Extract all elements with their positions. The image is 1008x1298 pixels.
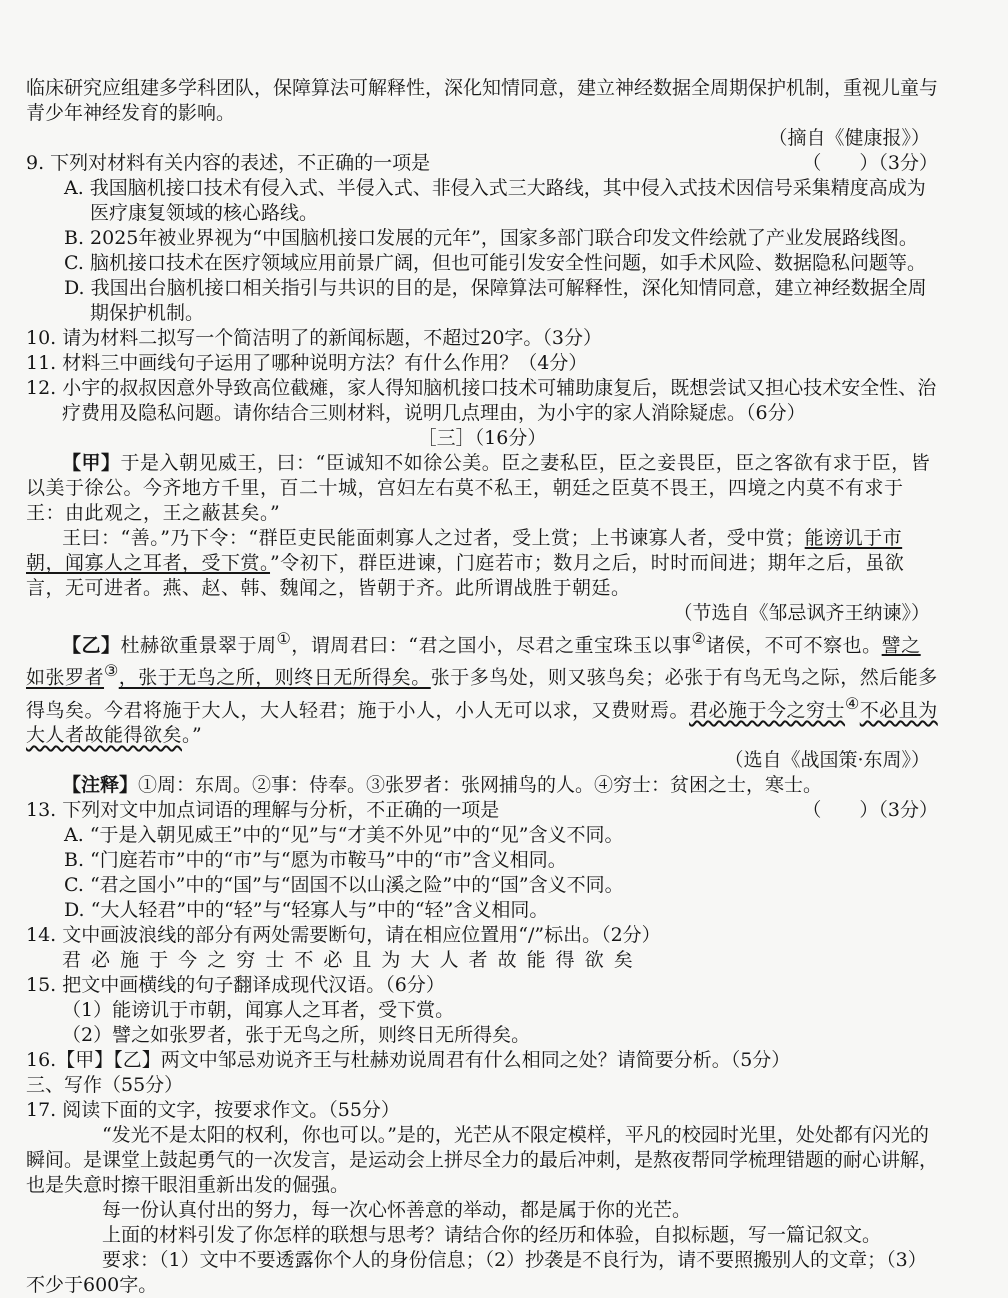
- q15-item-2: （2）譬之如张罗者，张于无鸟之所，则终日无所得矣。: [62, 1023, 531, 1046]
- notes-text: ①周：东周。②事：侍奉。③张罗者：张网捕鸟的人。④穷士：贫困之士，寒士。: [138, 773, 823, 796]
- q17-material-2: 每一份认真付出的努力，每一次心怀善意的举动，都是属于你的光芒。: [102, 1198, 692, 1221]
- q15-item-1: （1）能谤讥于市朝，闻寡人之耳者，受下赏。: [62, 998, 455, 1021]
- q13-answer-blank: （ ）（3分）: [802, 798, 938, 821]
- q10: 10. 请为材料二拟写一个简洁明了的新闻标题，不超过20字。（3分）: [26, 327, 603, 349]
- yi-text-a: 杜赫欲重景翠于周: [120, 634, 277, 657]
- notes-tag: 【注释】: [62, 773, 139, 796]
- q9-option-c: C. 脑机接口技术在医疗领域应用前景广阔，但也可能引发安全性问题，如手术风险、数据隐私问题等。: [64, 252, 926, 274]
- q13-option-a: A. “于是入朝见威王”中的“见”与“才美不外见”中的“见”含义不同。: [64, 823, 624, 846]
- q12: 12. 小宇的叔叔因意外导致高位截瘫，家人得知脑机接口技术可辅助康复后，既想尝试又担心技术安全性、治疗费用及隐私问题。请你结合三则材料，说明几点理由，为小宇的家人消除疑虑。（6分）: [26, 377, 937, 424]
- q9-option-a: A. 我国脑机接口技术有侵入式、半侵入式、非侵入式三大路线，其中侵入式技术因信号采集精度高成为医疗康复领域的核心路线。: [64, 177, 926, 224]
- q14-sentence: 君 必 施 于 今 之 穷 士 不 必 且 为 大 人 者 故 能 得 欲 矣: [62, 948, 635, 971]
- q14-stem: 14. 文中画波浪线的部分有两处需要断句，请在相应位置用“/”标出。（2分）: [26, 923, 661, 946]
- q13-option-b: B. “门庭若市”中的“市”与“愿为市鞍马”中的“市”含义相同。: [64, 848, 567, 871]
- intro-paragraph: 临床研究应组建多学科团队，保障算法可解释性，深化知情同意，建立神经数据全周期保护机制，重视儿童与青少年神经发育的影响。: [26, 77, 939, 124]
- section3-title: ［三］（16分）: [417, 427, 547, 449]
- jia-text-2b: ”令初下，群臣进谏，门庭若市；数月之后，时时而间进；期年之后，虽欲言，无可进者。燕、赵、韩、魏闻之，皆朝于齐。此所谓战胜于朝廷。: [26, 552, 905, 599]
- yi-text-d: 张于多鸟处，则又骇鸟矣；必张于有鸟无鸟之际，然后能多得鸟矣。今君将施于大人，大人轻君；施于小人，小人无可以求，又费财焉。: [26, 666, 938, 721]
- yi-text-b: ，谓周君曰：“君之国小，尽君之重宝珠玉以事: [291, 634, 692, 657]
- q17-material-1: “发光不是太阳的权利，你也可以。”是的，光芒从不限定模样，平凡的校园时光里，处处都有闪光的瞬间。是课堂上鼓起勇气的一次发言，是运动会上拼尽全力的最后冲刺，是熬夜帮同学梳理错题的耐心讲解，也是失意时擦干眼泪重新出发的倔强。: [26, 1123, 939, 1196]
- jia-source: （节选自《邹忌讽齐王纳谏》）: [673, 602, 930, 624]
- q15-stem: 15. 把文中画横线的句子翻译成现代汉语。（6分）: [26, 973, 445, 996]
- jia-paragraph-2: [26, 526, 938, 601]
- q17-stem: 17. 阅读下面的文字，按要求作文。（55分）: [26, 1098, 400, 1121]
- q16: 16.【甲】【乙】两文中邹忌劝说齐王与杜赫劝说周君有什么相同之处？请简要分析。（5分）: [26, 1048, 791, 1071]
- q13-stem-text: 13. 下列对文中加点词语的理解与分析，不正确的一项是: [26, 798, 500, 821]
- q17-requirements: 要求：（1）文中不要透露你个人的身份信息；（2）抄袭是不良行为，请不要照搬别人的文章；（3）不少于600字。: [26, 1248, 927, 1296]
- section-writing-title: 三、写作（55分）: [26, 1073, 184, 1096]
- yi-note-2: ②: [691, 629, 707, 648]
- jia-text-2a: 王曰：“善。”乃下令：“群臣吏民能面刺寡人之过者，受上赏；上书谏寡人者，受中赏；: [62, 527, 805, 549]
- intro-source: （摘自《健康报》）: [768, 127, 930, 149]
- notes: [26, 773, 938, 798]
- q9-stem-text: 9. 下列对材料有关内容的表述，不正确的一项是: [26, 152, 431, 174]
- yi-source: （选自《战国策·东周》）: [724, 748, 930, 771]
- yi-underlined-1: 譬之如张罗者: [26, 634, 921, 689]
- q9-option-b: B. 2025年被业界视为“中国脑机接口发展的元年”，国家多部门联合印发文件绘就了产业发展路线图。: [64, 227, 918, 249]
- jia-tag: 【甲】: [62, 452, 121, 474]
- q13-option-d: D. “大人轻君”中的“轻”与“轻寡人与”中的“轻”含义相同。: [64, 898, 549, 921]
- yi-wavy-1: 君必施于今之穷士: [689, 698, 846, 721]
- q13-stem: [26, 798, 938, 823]
- yi-note-3: ③: [104, 661, 119, 681]
- jia-text-1: 于是入朝见威王，曰：“臣诚知不如徐公美。臣之妻私臣，臣之妾畏臣，臣之客欲有求于臣，皆以美于徐公。今齐地方千里，百二十城，宫妇左右莫不私王，朝廷之臣莫不畏王，四境之内莫不有求于王：由此观之，王之蔽甚矣。”: [26, 452, 931, 524]
- yi-tag: 【乙】: [62, 634, 121, 657]
- q13-option-c: C. “君之国小”中的“国”与“固国不以山溪之险”中的“国”含义不同。: [64, 873, 624, 896]
- q9-option-d: D. 我国出台脑机接口相关指引与共识的目的是，保障算法可解释性，深化知情同意，建立神经数据全周期保护机制。: [64, 277, 927, 324]
- yi-text-e: 。”: [182, 723, 203, 746]
- yi-note-4: ④: [845, 693, 860, 713]
- q9-answer-blank: （ ）（3分）: [802, 152, 938, 174]
- yi-wavy-2: 不必且为大人者故能得欲矣: [26, 698, 938, 746]
- jia-paragraph-1: [26, 451, 938, 526]
- jia-underlined-sentence: 能谤讥于市朝，闻寡人之耳者，受下赏。: [26, 527, 903, 574]
- yi-note-1: ①: [276, 629, 292, 648]
- q11: 11. 材料三中画线句子运用了哪种说明方法？有什么作用？（4分）: [26, 352, 588, 374]
- yi-text-c: 诸侯，不可不察也。: [706, 634, 882, 657]
- yi-underlined-2: ，张于无鸟之所，则终日无所得矣。: [118, 666, 431, 689]
- q9-stem: [26, 151, 938, 176]
- q17-prompt: 上面的材料引发了你怎样的联想与思考？请结合你的经历和体验，自拟标题，写一篇记叙文。: [102, 1223, 882, 1246]
- yi-paragraph: [26, 626, 938, 748]
